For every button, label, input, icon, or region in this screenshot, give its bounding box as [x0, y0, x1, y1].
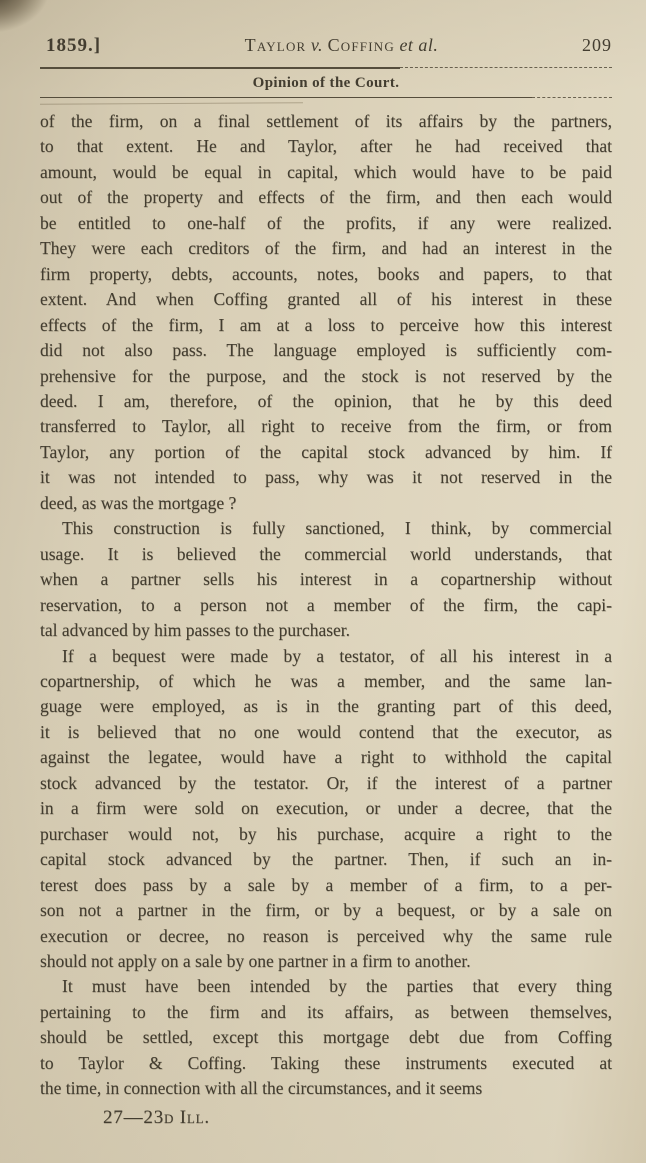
text-line: it is believed that no one would contend that the executor, as	[40, 721, 612, 742]
text-line: deed, as was the mortgage ?	[40, 492, 237, 513]
text-line: capital stock advanced by the partner. Then, if such an in-	[40, 849, 612, 870]
text-line: to that extent. He and Taylor, after he had received that	[40, 136, 612, 157]
text-line: pertaining to the firm and its affairs, as between themselves,	[40, 1001, 612, 1022]
text-line: terest does pass by a sale by a member of a firm, to a per-	[40, 874, 612, 895]
text-line: should not apply on a sale by one partner in a firm to another.	[40, 950, 471, 971]
text-line: extent. And when Coffing granted all of his interest in these	[40, 289, 612, 310]
text-line: it was not intended to pass, why was it not reserved in the	[40, 467, 612, 488]
header-rule-bottom	[40, 97, 612, 99]
text-line: copartnership, of which he was a member, and the same lan-	[40, 670, 612, 691]
text-line: deed. I am, therefore, of the opinion, that he by this deed	[40, 390, 612, 411]
year-label: 1859.]	[46, 35, 102, 56]
text-line: This construction is fully sanctioned, I think, by commercial	[62, 518, 612, 539]
text-line: son not a partner in the firm, or by a bequest, or by a sale on	[40, 900, 612, 921]
text-line: the time, in connection with all the circumstances, and it seems	[40, 1078, 483, 1099]
text-line: out of the property and effects of the firm, and then each would	[40, 187, 612, 208]
text-line: guage were employed, as is in the granting part of this deed,	[40, 696, 612, 717]
text-line: when a partner sells his interest in a copartnership without	[40, 569, 612, 590]
text-line: to Taylor & Coffing. Taking these instruments executed at	[40, 1052, 612, 1073]
paragraph	[40, 109, 612, 516]
rule-segment-dashed	[400, 67, 612, 69]
text-line: should be settled, except this mortgage debt due from Coffing	[40, 1027, 612, 1048]
text-line: It must have been intended by the parties that every thing	[62, 976, 612, 997]
paragraph	[40, 516, 612, 643]
text-line: effects of the firm, I am at a loss to perceive how this interest	[40, 314, 612, 335]
text-line: amount, would be equal in capital, which would have to be paid	[40, 161, 612, 182]
text-line: prehensive for the purpose, and the stock is not reserved by the	[40, 365, 612, 386]
header-rule-top	[40, 67, 612, 69]
text-line: reservation, to a person not a member of the firm, the capi-	[40, 594, 612, 615]
text-line: execution or decree, no reason is perceived why the same rule	[40, 925, 612, 946]
rule-segment-solid	[40, 67, 400, 69]
case-title-party1: Taylor	[244, 35, 307, 55]
scan-artifact-line	[40, 102, 303, 105]
text-line: did not also pass. The language employed is sufficiently com-	[40, 340, 612, 361]
rule-segment-dashed	[532, 97, 612, 99]
page-number: 209	[582, 35, 612, 55]
text-line: Taylor, any portion of the capital stock advanced by him. If	[40, 441, 612, 462]
text-line: against the legatee, would have a right to withhold the capital	[40, 747, 612, 768]
paragraph	[40, 974, 612, 1101]
opinion-text	[40, 109, 612, 1102]
rule-segment-solid	[40, 97, 532, 99]
text-line: tal advanced by him passes to the purchaser.	[40, 620, 351, 641]
page-header	[40, 33, 612, 58]
text-line: in a firm were sold on execution, or under a decree, that the	[40, 798, 612, 819]
paragraph	[40, 644, 612, 975]
text-line: transferred to Taylor, all right to receive from the firm, or from	[40, 416, 612, 437]
text-line: purchaser would not, by his purchase, acquire a right to the	[40, 823, 612, 844]
text-line: If a bequest were made by a testator, of all his interest in a	[62, 645, 612, 666]
case-title	[101, 33, 582, 57]
text-line: of the firm, on a final settlement of its affairs by the partners,	[40, 111, 612, 131]
text-line: usage. It is believed the commercial world understands, that	[40, 543, 612, 564]
text-line: stock advanced by the testator. Or, if the interest of a partner	[40, 772, 612, 793]
case-title-suffix: et al.	[399, 35, 439, 55]
reporter-signature	[103, 1105, 612, 1131]
section-heading: Opinion of the Court.	[252, 75, 400, 91]
case-title-versus: v.	[310, 35, 324, 55]
case-title-party2: Coffing	[327, 35, 395, 55]
reporter-signature-text: 27—23d Ill.	[103, 1106, 210, 1128]
text-line: firm property, debts, accounts, notes, books and papers, to that	[40, 263, 612, 284]
text-line: be entitled to one-half of the profits, if any were realized.	[40, 212, 612, 233]
text-line: They were each creditors of the firm, and had an interest in the	[40, 238, 612, 259]
